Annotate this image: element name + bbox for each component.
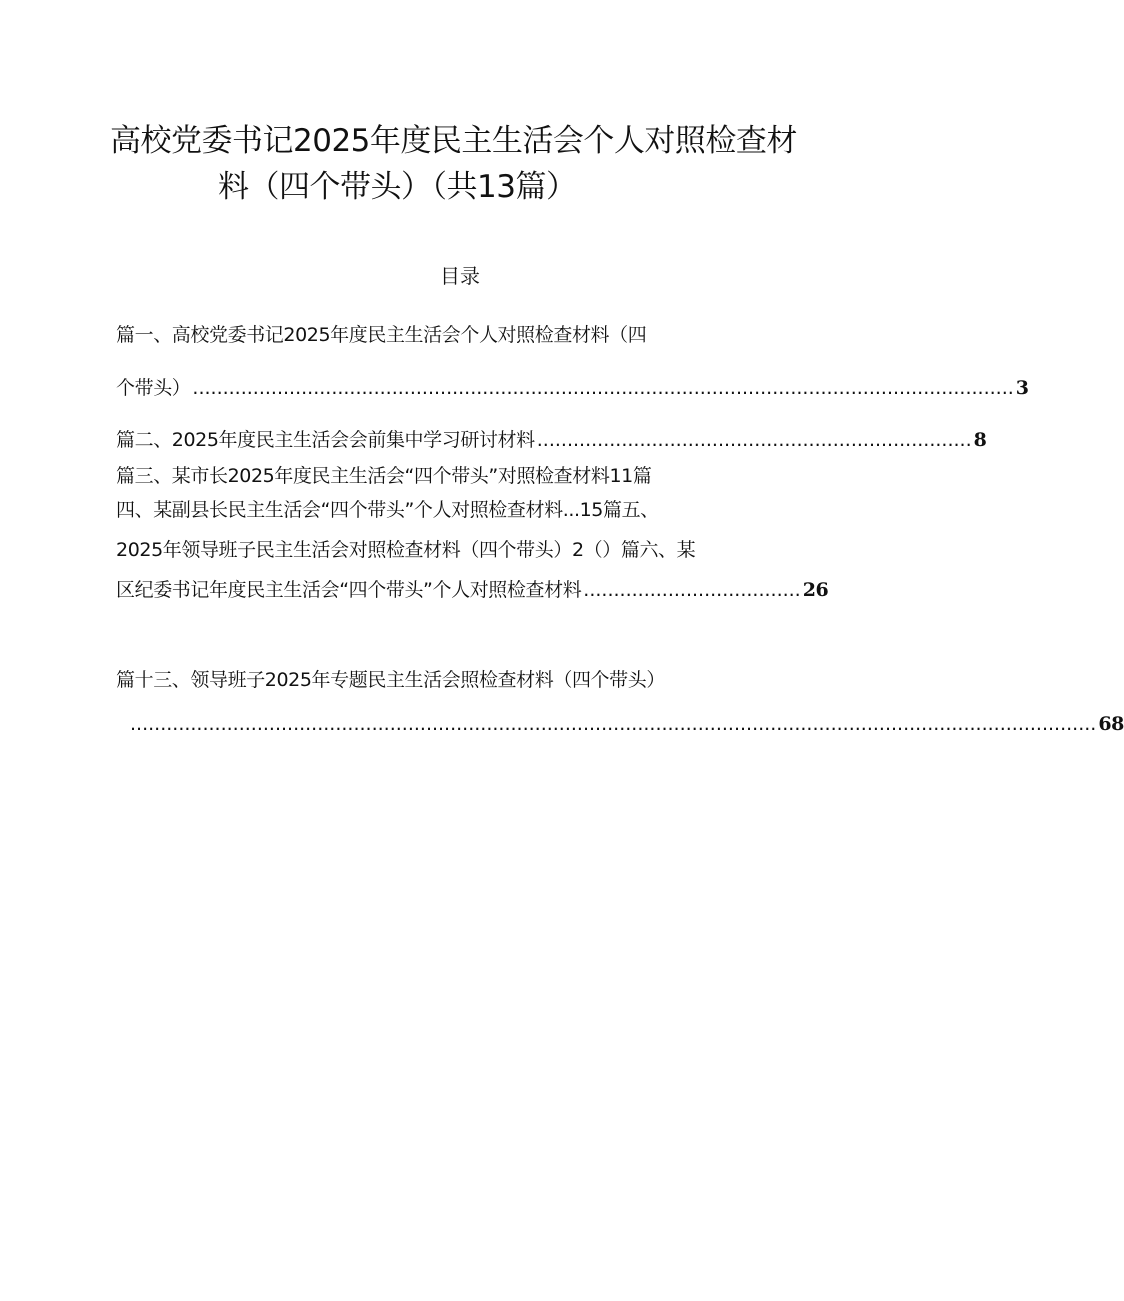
toc-line[interactable] [116, 318, 824, 352]
toc-page-number: 68 [1098, 713, 1124, 735]
toc-line[interactable] [116, 459, 824, 493]
toc-line[interactable] [116, 663, 824, 697]
toc-line[interactable] [116, 423, 987, 457]
toc-line[interactable] [116, 573, 829, 607]
toc-line-text: 篇三、某市长2025年度民主生活会“四个带头”对照检查材料11篇 [116, 465, 652, 487]
toc-line[interactable] [116, 707, 1124, 741]
toc-page-number: 26 [802, 579, 829, 601]
table-of-contents [116, 318, 1124, 741]
toc-line-text: 篇一、高校党委书记2025年度民主生活会个人对照检查材料（四 [116, 324, 647, 346]
toc-line-text: 篇十三、领导班子2025年专题民主生活会照检查材料（四个带头） [116, 669, 665, 691]
toc-leader-dots: ................................................................................................................................................................ [130, 713, 1097, 735]
toc-leader-dots: .................................... [583, 579, 801, 601]
toc-line-text: 2025年领导班子民主生活会对照检查材料（四个带头）2（）篇六、某 [116, 539, 696, 561]
document-title [110, 118, 840, 210]
toc-line-text: 四、某副县长民主生活会“四个带头”个人对照检查材料...15篇五、 [116, 499, 659, 521]
toc-page-number: 3 [1015, 377, 1029, 399]
toc-leader-dots: ........................................................................................................................................ [192, 377, 1014, 399]
toc-line-text: 区纪委书记年度民主生活会“四个带头”个人对照检查材料 [116, 579, 582, 601]
toc-page-number: 8 [973, 429, 987, 451]
toc-leader-dots: ........................................................................ [536, 429, 972, 451]
title-line-1: 高校党委书记2025年度民主生活会个人对照检查材 [110, 123, 797, 159]
title-line-2: 料（四个带头）（共13篇） [218, 169, 577, 205]
toc-line[interactable] [116, 493, 824, 527]
toc-line-text: 个带头） [116, 377, 191, 399]
toc-heading: 目录 [440, 264, 480, 288]
toc-line[interactable] [116, 371, 1029, 405]
toc-line-text: 篇二、2025年度民主生活会会前集中学习研讨材料 [116, 429, 535, 451]
toc-line[interactable] [116, 533, 824, 567]
